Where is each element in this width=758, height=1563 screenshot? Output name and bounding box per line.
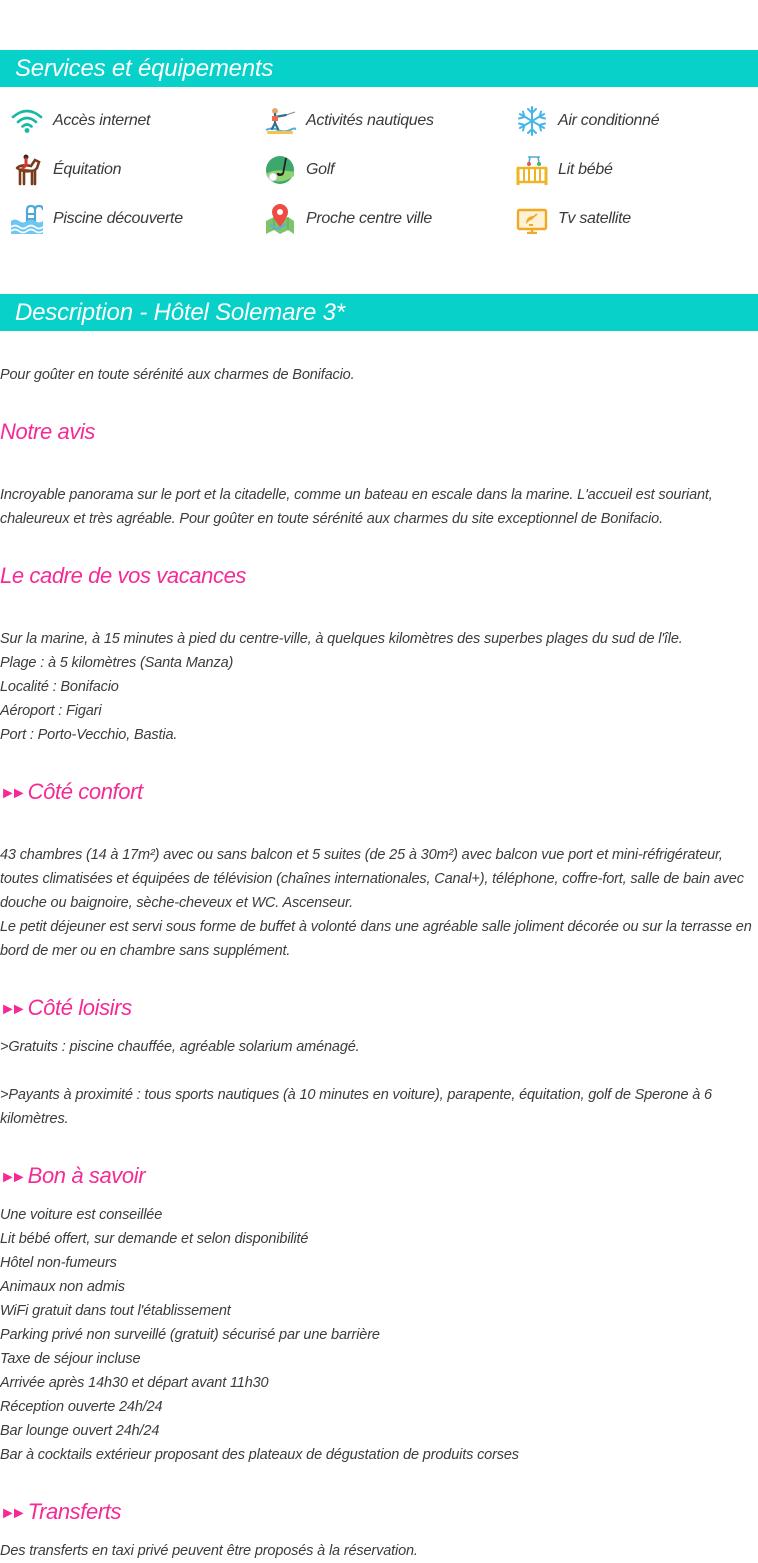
service-item-internet bbox=[0, 106, 150, 136]
transferts-paragraph: Des transferts en taxi privé peuvent être proposés à la réservation. bbox=[0, 1543, 418, 1559]
service-item-air bbox=[505, 106, 659, 136]
service-label: Activités nautiques bbox=[306, 112, 434, 129]
wifi-icon bbox=[10, 106, 44, 136]
savoir-line: Bar lounge ouvert 24h/24 bbox=[0, 1423, 160, 1439]
cadre-line: Port : Porto-Vecchio, Bastia. bbox=[0, 727, 178, 743]
double-arrow-icon: ►► bbox=[0, 1169, 22, 1186]
horse-riding-icon bbox=[10, 155, 44, 185]
service-label: Tv satellite bbox=[558, 210, 631, 227]
satellite-tv-icon bbox=[515, 204, 549, 234]
savoir-line: Arrivée après 14h30 et départ avant 11h30 bbox=[0, 1375, 269, 1391]
pool-icon bbox=[10, 204, 44, 234]
water-ski-icon bbox=[263, 106, 297, 136]
confort-paragraphs bbox=[0, 843, 752, 963]
double-arrow-icon: ►► bbox=[0, 1001, 22, 1018]
cadre-line: Plage : à 5 kilomètres (Santa Manza) bbox=[0, 655, 234, 671]
service-item-piscine bbox=[0, 204, 183, 234]
description-intro: Pour goûter en toute sérénité aux charmes de Bonifacio. bbox=[0, 367, 355, 383]
heading-cadre: Le cadre de vos vacances bbox=[0, 563, 246, 588]
service-label: Piscine découverte bbox=[53, 210, 183, 227]
service-label: Équitation bbox=[53, 161, 122, 178]
loisirs-free: >Gratuits : piscine chauffée, agréable solarium aménagé. bbox=[0, 1039, 360, 1055]
confort-breakfast: Le petit déjeuner est servi sous forme de buffet à volonté dans une agréable salle joliment décorée ou sur la terrasse en bord de mer ou en chambre sans supplément. bbox=[0, 919, 752, 959]
savoir-line: Animaux non admis bbox=[0, 1279, 125, 1295]
savoir-line: Bar à cocktails extérieur proposant des plateaux de dégustation de produits corses bbox=[0, 1447, 519, 1463]
cadre-line: Aéroport : Figari bbox=[0, 703, 102, 719]
cadre-list bbox=[0, 627, 752, 747]
service-item-lit-bebe bbox=[505, 155, 613, 185]
savoir-line: Une voiture est conseillée bbox=[0, 1207, 163, 1223]
cadre-line: Sur la marine, à 15 minutes à pied du centre-ville, à quelques kilomètres des superbes plages du sud de l'île. bbox=[0, 631, 683, 647]
description-banner bbox=[0, 294, 758, 331]
service-item-nautique bbox=[253, 106, 434, 136]
heading-transferts: ►► Transferts bbox=[0, 1499, 122, 1524]
cadre-line: Localité : Bonifacio bbox=[0, 679, 119, 695]
services-title: Services et équipements bbox=[15, 55, 274, 82]
confort-rooms: 43 chambres (14 à 17m²) avec ou sans balcon et 5 suites (de 25 à 30m²) avec balcon vue port et mini-réfrigérateur, toutes climatisées et équipées de télévision (chaînes internationales, Canal+), téléphone, coffre-fort, salle de bain avec douche ou baignoire, sèche-cheveux et WC. Ascenseur. bbox=[0, 847, 744, 911]
description-title: Description - Hôtel Solemare 3* bbox=[15, 299, 345, 326]
services-banner bbox=[0, 50, 758, 87]
service-label: Accès internet bbox=[53, 112, 151, 129]
savoir-line: Réception ouverte 24h/24 bbox=[0, 1399, 163, 1415]
double-arrow-icon: ►► bbox=[0, 1505, 22, 1522]
service-label: Air conditionné bbox=[558, 112, 660, 129]
heading-confort: ►► Côté confort bbox=[0, 779, 143, 804]
savoir-line: Lit bébé offert, sur demande et selon disponibilité bbox=[0, 1231, 309, 1247]
service-label: Golf bbox=[306, 161, 335, 178]
savoir-line: Taxe de séjour incluse bbox=[0, 1351, 141, 1367]
golf-icon bbox=[263, 155, 297, 185]
baby-crib-icon bbox=[515, 155, 549, 185]
savoir-line: Hôtel non-fumeurs bbox=[0, 1255, 117, 1271]
savoir-list bbox=[0, 1203, 752, 1467]
double-arrow-icon: ►► bbox=[0, 785, 22, 802]
heading-bon-a-savoir: ►► Bon à savoir bbox=[0, 1163, 146, 1188]
savoir-line: Parking privé non surveillé (gratuit) sécurisé par une barrière bbox=[0, 1327, 380, 1343]
avis-paragraph: Incroyable panorama sur le port et la citadelle, comme un bateau en escale dans la marine. L'accueil est souriant, chaleureux et très agréable. Pour goûter en toute sérénité aux charmes du site exceptionnel de Bonifacio. bbox=[0, 487, 713, 527]
service-item-golf bbox=[253, 155, 334, 185]
service-label: Lit bébé bbox=[558, 161, 613, 178]
loisirs-paid: >Payants à proximité : tous sports nautiques (à 10 minutes en voiture), parapente, équitation, golf de Sperone à 6 kilomètres. bbox=[0, 1087, 712, 1127]
snowflake-icon bbox=[515, 106, 549, 136]
heading-loisirs: ►► Côté loisirs bbox=[0, 995, 132, 1020]
service-label: Proche centre ville bbox=[306, 210, 432, 227]
savoir-line: WiFi gratuit dans tout l'établissement bbox=[0, 1303, 231, 1319]
map-pin-icon bbox=[263, 204, 297, 234]
service-item-tv bbox=[505, 204, 631, 234]
service-item-equitation bbox=[0, 155, 121, 185]
heading-notre-avis: Notre avis bbox=[0, 419, 96, 444]
service-item-centre-ville bbox=[253, 204, 432, 234]
